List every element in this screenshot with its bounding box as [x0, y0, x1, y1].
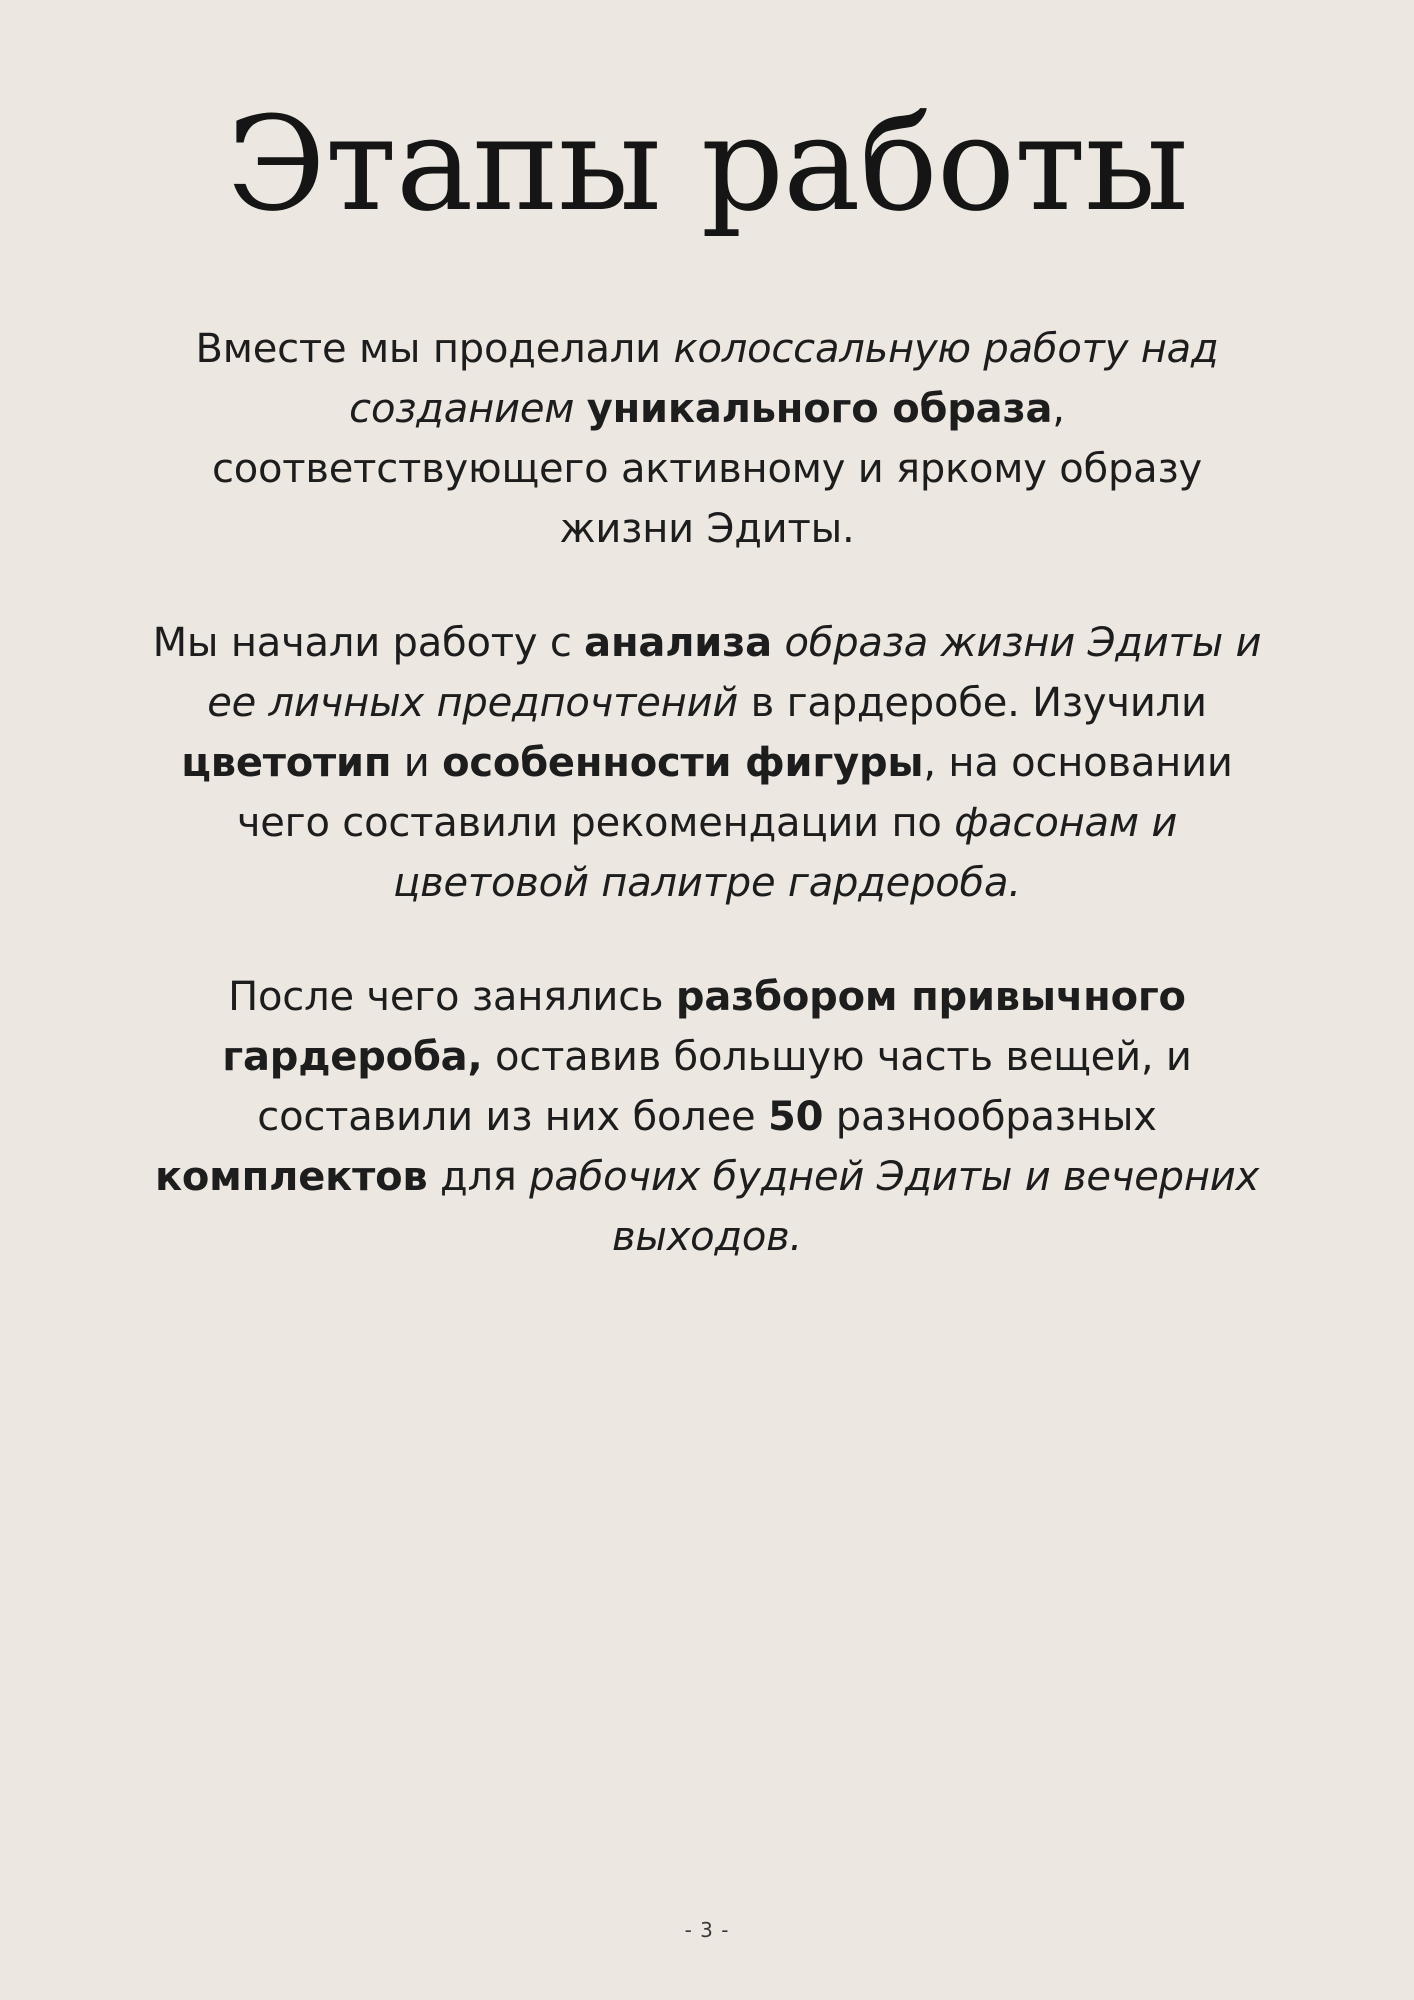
text-run: для: [427, 1153, 530, 1200]
text-run: разнообразных: [823, 1093, 1157, 1140]
text-emphasis-italic: фасонам и цветовой палитре гардероба.: [393, 799, 1178, 906]
text-emphasis-bold: цветотип: [181, 739, 392, 786]
text-emphasis-bold: комплектов: [154, 1153, 428, 1200]
text-emphasis-italic: колоссальную работу над созданием: [349, 325, 1219, 432]
text-emphasis-bold: особенности фигуры: [442, 739, 924, 786]
page-title: Этапы работы: [226, 88, 1188, 240]
text-run: После чего занялись: [228, 973, 676, 1020]
body-content: [147, 233, 1267, 1267]
text-run: , соответствующего активному и яркому образу жизни Эдиты.: [211, 385, 1203, 552]
page-number: - 3 -: [684, 1918, 730, 1942]
text-run: оставив большую часть вещей, и составили из них более: [257, 1033, 1192, 1140]
paragraph-wardrobe: [147, 967, 1267, 1267]
text-emphasis-bold: 50: [767, 1093, 824, 1140]
text-run: и: [391, 739, 443, 786]
paragraph-intro: [147, 319, 1267, 559]
text-run: [772, 620, 785, 666]
text-emphasis-italic: образа жизни Эдиты и ее личных предпочтений: [207, 619, 1262, 726]
paragraph-analysis: [147, 613, 1267, 913]
text-run: Мы начали работу с: [152, 619, 585, 666]
text-emphasis-bold: анализа: [584, 619, 772, 666]
text-run: в гардеробе. Изучили: [738, 679, 1207, 726]
text-emphasis-bold: разбором привычного гардероба,: [222, 973, 1186, 1080]
text-emphasis-bold: уникального образа: [586, 385, 1053, 432]
text-run: , на основании чего составили рекомендации по: [236, 739, 1233, 846]
text-run: Вместе мы проделали: [195, 325, 674, 372]
text-emphasis-italic: рабочих будней Эдиты и вечерних выходов.: [529, 1153, 1260, 1260]
